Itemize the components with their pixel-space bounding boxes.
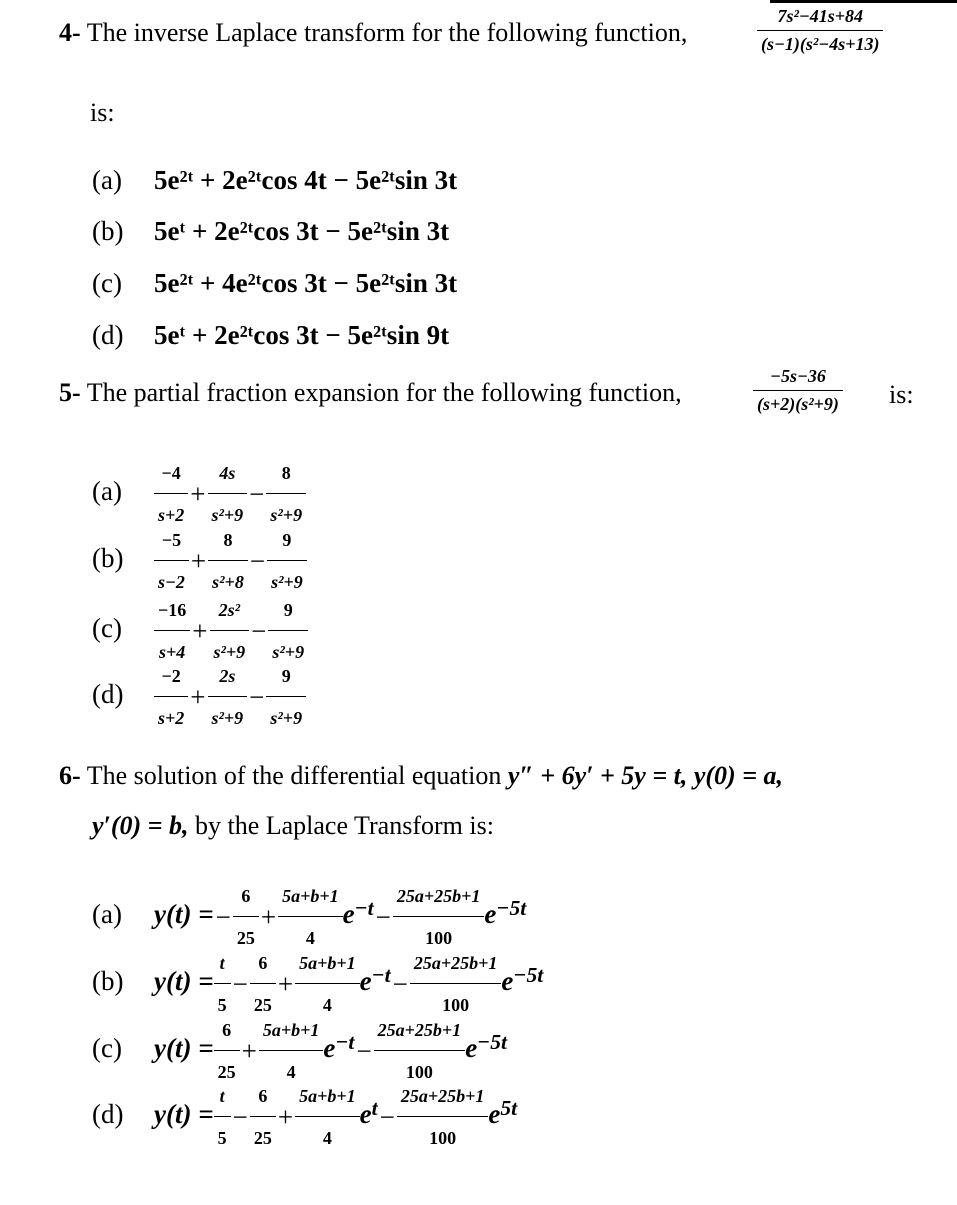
fraction-3: $\frac{9}{\text{s²+9}}$: [266, 658, 306, 736]
fraction-1: $\frac{-16}{s+4}$: [154, 592, 190, 670]
q4-number: 4-: [59, 18, 81, 47]
q5-option-d[interactable]: (d) $\frac{-2}{s+2}$ + $\frac{2s}{\text{s²+9}}$ − $\frac{9}{\text{s²+9}}$: [92, 658, 306, 736]
fraction-2: $\frac{5a+b+1}{4}$: [259, 1012, 324, 1090]
fraction-3: $\frac{8}{\text{s²+9}}$: [266, 455, 306, 533]
q6-text-2: by the Laplace Transform is:: [188, 811, 494, 840]
q5-text: The partial fraction expansion for the following function,: [80, 378, 682, 407]
fraction-1: $\frac{-4}{s+2}$: [154, 455, 188, 533]
q5-option-b[interactable]: (b) $\frac{-5}{s-2}$ + $\frac{8}{\text{s²+8}}$ − $\frac{9}{\text{s²+9}}$: [92, 522, 307, 600]
option-label: (b): [92, 216, 124, 246]
q5-option-c[interactable]: (c) $\frac{-16}{s+4}$ + $\frac{\text{2s²}}{\text{s²+9}}$ − $\frac{9}{\text{s²+9}}$: [92, 592, 308, 670]
q6-option-b[interactable]: (b) y(t) = $\frac{t}{5}$ − $\frac{6}{25}$ + $\frac{5a+b+1}{4}$ $e^{-t}-$ $\frac{25a+25b+1}{100}$ $e^{-5t}$: [92, 945, 543, 1023]
option-label: (d): [92, 1099, 124, 1130]
q6-number: 6-: [59, 761, 81, 790]
fraction-3: $\frac{9}{\text{s²+9}}$: [268, 592, 308, 670]
q4-func-numerator: 7s²−41s+84: [757, 6, 883, 31]
option-expression: 5e²ᵗ + 2e²ᵗcos 4t − 5e²ᵗsin 3t: [154, 165, 458, 195]
fraction-2: $\frac{8}{\text{s²+8}}$: [208, 522, 248, 600]
q6-text: The solution of the differential equation: [80, 761, 508, 790]
fraction-2: $\frac{5a+b+1}{4}$: [278, 878, 343, 956]
fraction-3: $\frac{9}{\text{s²+9}}$: [267, 522, 307, 600]
q6-option-c[interactable]: (c) y(t) = $\frac{6}{25}$ + $\frac{5a+b+1}{4}$ $e^{-t}-$ $\frac{25a+25b+1}{100}$ $e^{-5t}$: [92, 1012, 507, 1090]
q4-is: is:: [90, 98, 115, 127]
fraction-0: $\frac{t}{5}$: [214, 1078, 231, 1156]
q4-option-a[interactable]: [92, 162, 457, 198]
option-expression: 5e²ᵗ + 4e²ᵗcos 3t − 5e²ᵗsin 3t: [154, 268, 458, 298]
q4-prompt: [59, 17, 687, 49]
top-rule: [770, 0, 957, 3]
option-label: (d): [92, 320, 124, 350]
q5-is: is:: [889, 380, 914, 409]
fraction-2: $\frac{\text{2s²}}{\text{s²+9}}$: [210, 592, 250, 670]
fraction-2: $\frac{5a+b+1}{4}$: [295, 945, 360, 1023]
q5-number: 5-: [59, 378, 81, 407]
q5-prompt: [59, 377, 682, 409]
q6-prompt-line2: [92, 810, 494, 842]
q6-option-a[interactable]: (a) y(t) =− $\frac{6}{25}$ + $\frac{5a+b+1}{4}$ $e^{-t}-$ $\frac{25a+25b+1}{100}$ $e^{-5t}$: [92, 878, 526, 956]
option-label: (c): [92, 1033, 122, 1064]
q5-func-numerator: −5s−36: [753, 366, 843, 391]
option-label: (b): [92, 966, 124, 997]
q6-initial-condition: y′(0) = b,: [92, 811, 189, 840]
fraction-3: $\frac{25a+25b+1}{100}$: [393, 878, 485, 956]
q6-prompt-line1: [59, 760, 783, 792]
q4-text: The inverse Laplace transform for the following function,: [80, 18, 688, 47]
q6-option-d[interactable]: (d) y(t) = $\frac{t}{5}$ − $\frac{6}{25}$ + $\frac{5a+b+1}{4}$ $e^t-$ $\frac{25a+25b+1}{100}$ $e^{5t}$: [92, 1078, 517, 1156]
fraction-3: $\frac{25a+25b+1}{100}$: [374, 1012, 466, 1090]
fraction-0: $\frac{t}{5}$: [214, 945, 231, 1023]
q5-func-denominator: (s+2)(s²+9): [757, 394, 839, 414]
option-label: (c): [92, 268, 122, 298]
q4-option-b[interactable]: [92, 213, 449, 249]
option-label: (a): [92, 165, 122, 195]
q5-option-a[interactable]: (a) $\frac{-4}{s+2}$ + $\frac{4s}{\text{s²+9}}$ − $\frac{8}{\text{s²+9}}$: [92, 455, 306, 533]
fraction-1: $\frac{-5}{s-2}$: [154, 522, 189, 600]
fraction-1: $\frac{-2}{s+2}$: [154, 658, 188, 736]
fraction-2: $\frac{4s}{\text{s²+9}}$: [208, 455, 248, 533]
option-label: (b): [92, 543, 124, 574]
q6-equation: y″ + 6y′ + 5y = t, y(0) = a,: [507, 761, 784, 790]
fraction-2: $\frac{5a+b+1}{4}$: [295, 1078, 360, 1156]
fraction-2: $\frac{2s}{\text{s²+9}}$: [208, 658, 248, 736]
fraction-1: $\frac{6}{25}$: [250, 945, 276, 1023]
q4-func-denominator: (s−1)(s²−4s+13): [761, 34, 880, 54]
fraction-1: $\frac{6}{25}$: [233, 878, 259, 956]
option-label: (c): [92, 613, 122, 644]
fraction-1: $\frac{6}{25}$: [250, 1078, 276, 1156]
fraction-3: $\frac{25a+25b+1}{100}$: [397, 1078, 489, 1156]
fraction-1: $\frac{6}{25}$: [214, 1012, 240, 1090]
fraction-3: $\frac{25a+25b+1}{100}$: [410, 945, 502, 1023]
q4-function: [757, 6, 883, 55]
q4-option-c[interactable]: [92, 265, 457, 301]
option-label: (a): [92, 899, 122, 930]
option-label: (d): [92, 679, 124, 710]
option-label: (a): [92, 476, 122, 507]
q4-option-d[interactable]: [92, 317, 449, 353]
option-expression: 5eᵗ + 2e²ᵗcos 3t − 5e²ᵗsin 9t: [154, 320, 450, 350]
q5-function: [753, 366, 843, 415]
option-expression: 5eᵗ + 2e²ᵗcos 3t − 5e²ᵗsin 3t: [154, 216, 450, 246]
